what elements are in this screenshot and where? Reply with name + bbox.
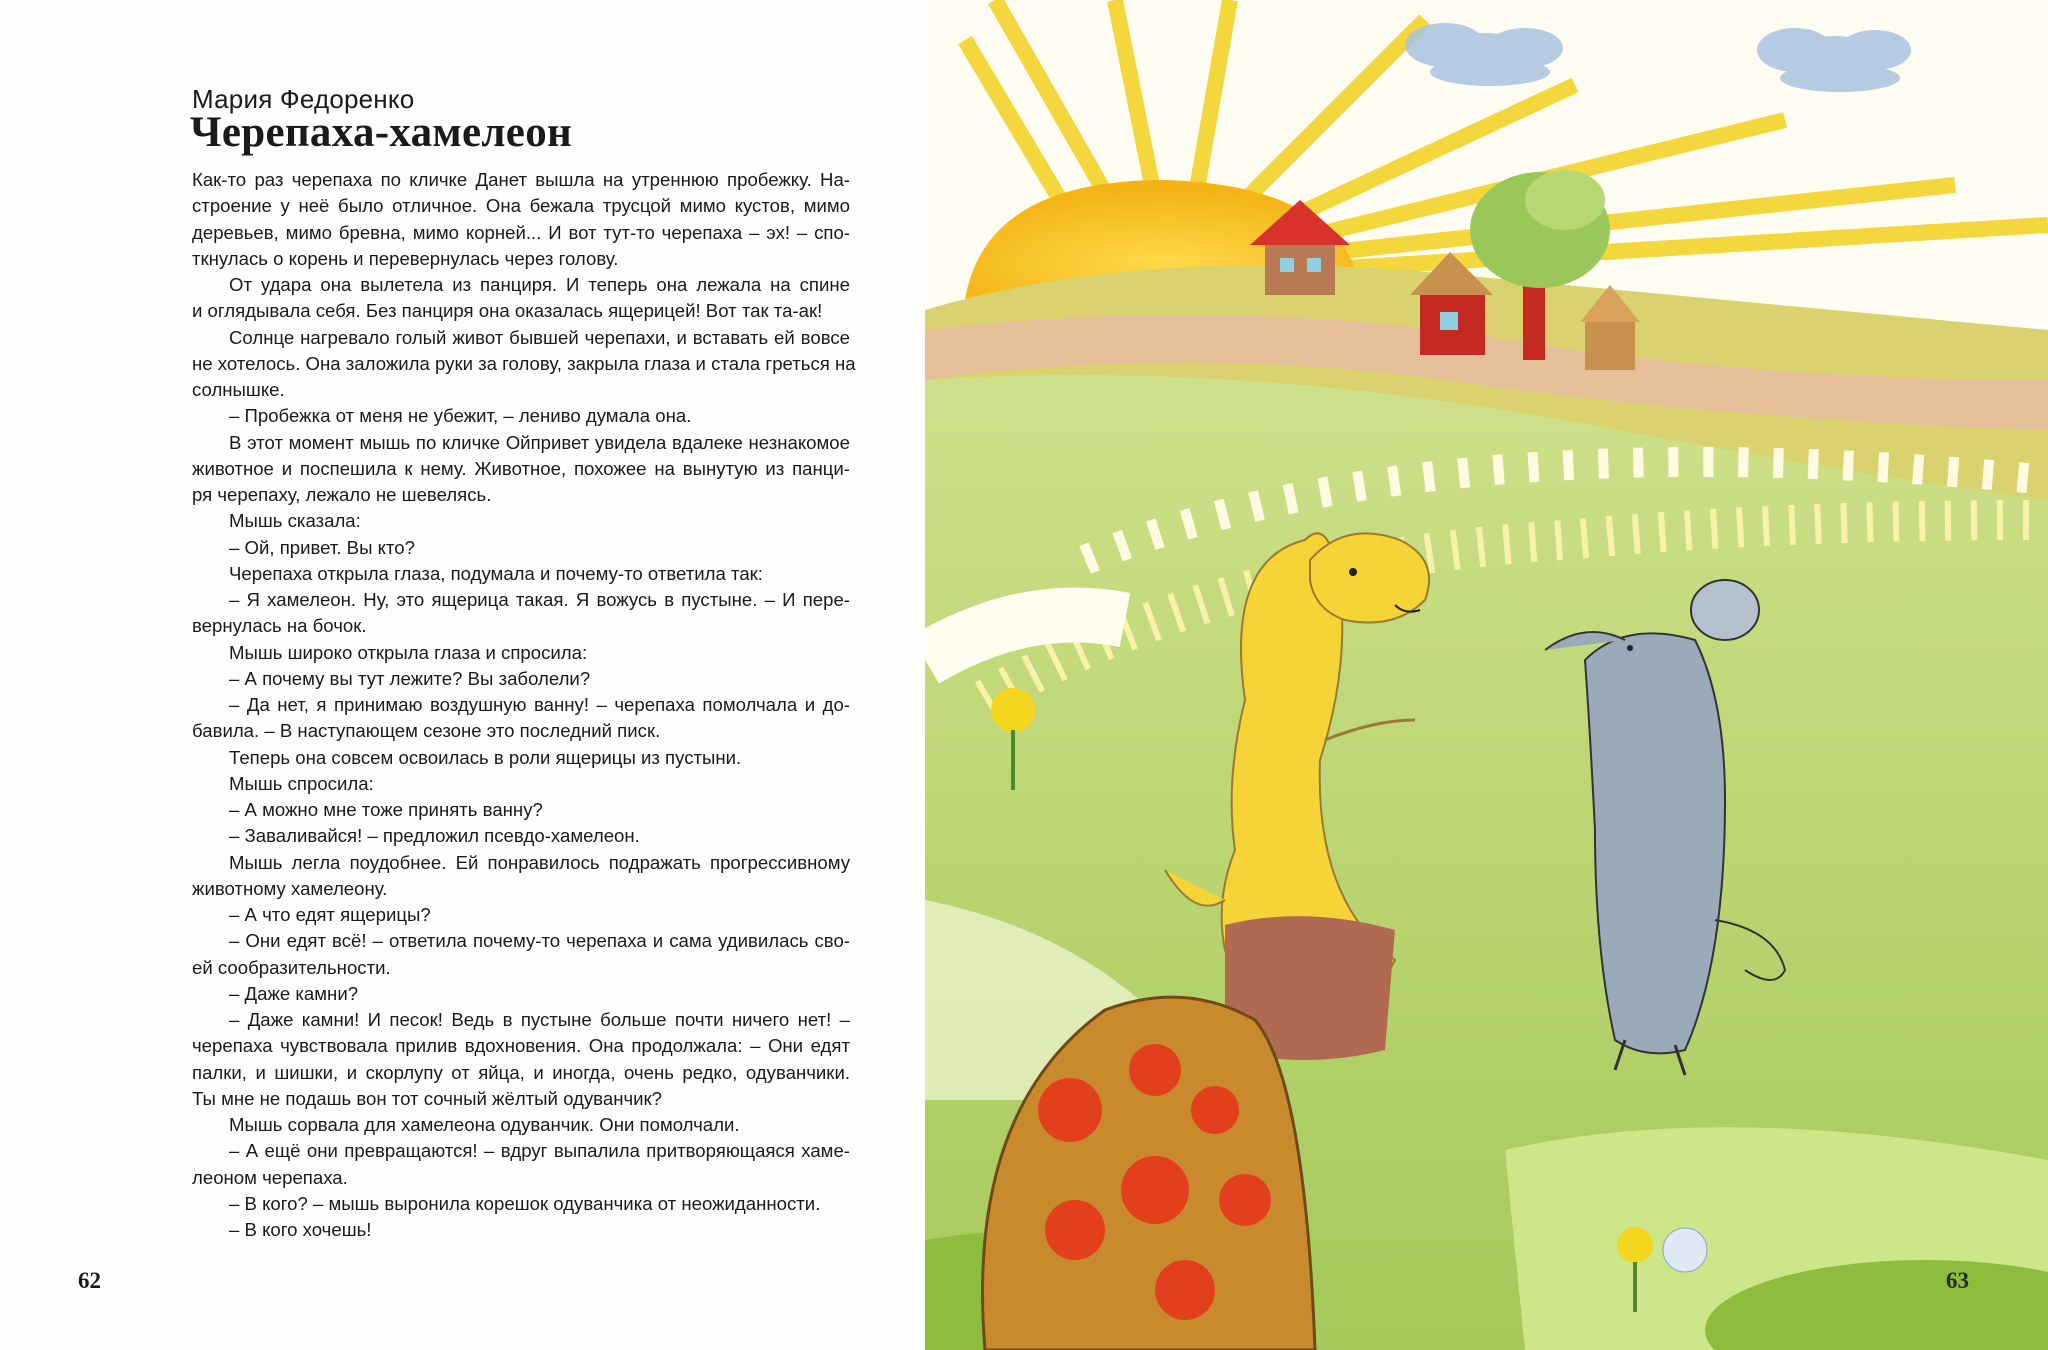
story-line: ткнулась о корень и перевернулась через голову. (192, 247, 619, 269)
story-line: – Я хамелеон. Ну, это ящерица такая. Я вожусь в пустыне. – И пере- (229, 589, 850, 610)
story-line: – А что едят ящерицы? (229, 904, 431, 925)
story-line: Мышь спросила: (229, 772, 374, 794)
story-line: животному хамелеону. (192, 877, 388, 899)
story-line: Черепаха открыла глаза, подумала и почему-то ответила так: (229, 562, 763, 584)
story-line: Мышь сорвала для хамелеона одуванчик. Они помолчали. (229, 1114, 740, 1135)
story-line: Мышь сказала: (229, 510, 361, 532)
story-title: Черепаха-хамелеон (190, 109, 573, 156)
story-line: леоном черепаха. (192, 1166, 348, 1188)
story-line: не хотелось. Она заложила руки за голову, закрыла глаза и стала греться на (192, 352, 856, 374)
story-line: Мышь широко открыла глаза и спросила: (229, 641, 588, 663)
story-line: черепаха чувствовала прилив вдохновения. Она продолжала: – Они едят (192, 1035, 850, 1057)
story-line: – Ой, привет. Вы кто? (229, 536, 415, 558)
story-line: – В кого? – мышь выронила корешок одуванчика от неожиданности. (229, 1192, 821, 1214)
story-line: солнышке. (192, 379, 285, 400)
story-line: и оглядывала себя. Без панциря она оказалась ящерицей! Вот так та-ак! (192, 300, 823, 322)
left-page (0, 0, 925, 1350)
story-line: вернулась на бочок. (192, 615, 367, 637)
story-line: – Они едят всё! – ответила почему-то черепаха и сама удивилась сво- (229, 930, 850, 952)
story-line: Как-то раз черепаха по кличке Данет вышла на утреннюю пробежку. На- (192, 169, 850, 190)
story-line: – В кого хочешь! (229, 1219, 372, 1240)
story-line: бавила. – В наступающем сезоне это последний писк. (192, 720, 661, 742)
story-line: – Даже камни? (229, 982, 359, 1004)
story-line: ей сообразительности. (192, 956, 391, 978)
story-line: ря черепаху, лежало не шевелясь. (192, 484, 492, 505)
story-line: – А можно мне тоже принять ванну? (229, 799, 543, 820)
author-name: Мария Федоренко (192, 84, 415, 114)
story-line: В этот момент мышь по кличке Ойпривет увидела вдалеке незнакомое (229, 431, 850, 453)
illustration (925, 0, 2048, 1350)
story-line: – Пробежка от меня не убежит, – лениво думала она. (229, 405, 692, 427)
story-line: Ты мне не подашь вон тот сочный жёлтый одуванчик? (192, 1087, 663, 1109)
story-line: От удара она вылетела из панциря. И теперь она лежала на спине (229, 274, 850, 295)
page-number-right: 63 (1946, 1268, 1969, 1293)
story-line: – Даже камни! И песок! Ведь в пустыне больше почти ничего нет! – (229, 1009, 850, 1030)
page-number-left: 62 (78, 1268, 101, 1293)
story-line: – Да нет, я принимаю воздушную ванну! – черепаха помолчала и до- (229, 694, 850, 715)
story-line: Мышь легла поудобнее. Ей понравилось подражать прогрессивному (229, 851, 850, 873)
story-line: – А почему вы тут лежите? Вы заболели? (229, 667, 591, 689)
story-line: Солнце нагревало голый живот бывшей черепахи, и вставать ей вовсе (229, 326, 850, 348)
story-line: – Заваливайся! – предложил псевдо-хамелеон. (229, 825, 640, 847)
story-line: строение у неё было отличное. Она бежала трусцой мимо кустов, мимо (192, 195, 850, 217)
story-text (192, 167, 856, 1243)
story-line: – А ещё они превращаются! – вдруг выпалила притворяющаяся хаме- (229, 1140, 850, 1162)
story-line: палки, и шишки, и скорлупу от яйца, и иногда, очень редко, одуванчики. (192, 1061, 850, 1083)
story-line: животное и поспешила к нему. Животное, похожее на вынутую из панци- (192, 457, 850, 479)
story-line: Теперь она совсем освоилась в роли ящерицы из пустыни. (229, 746, 742, 768)
story-line: деревьев, мимо бревна, мимо корней... И вот тут-то черепаха – эх! – спо- (192, 221, 850, 243)
